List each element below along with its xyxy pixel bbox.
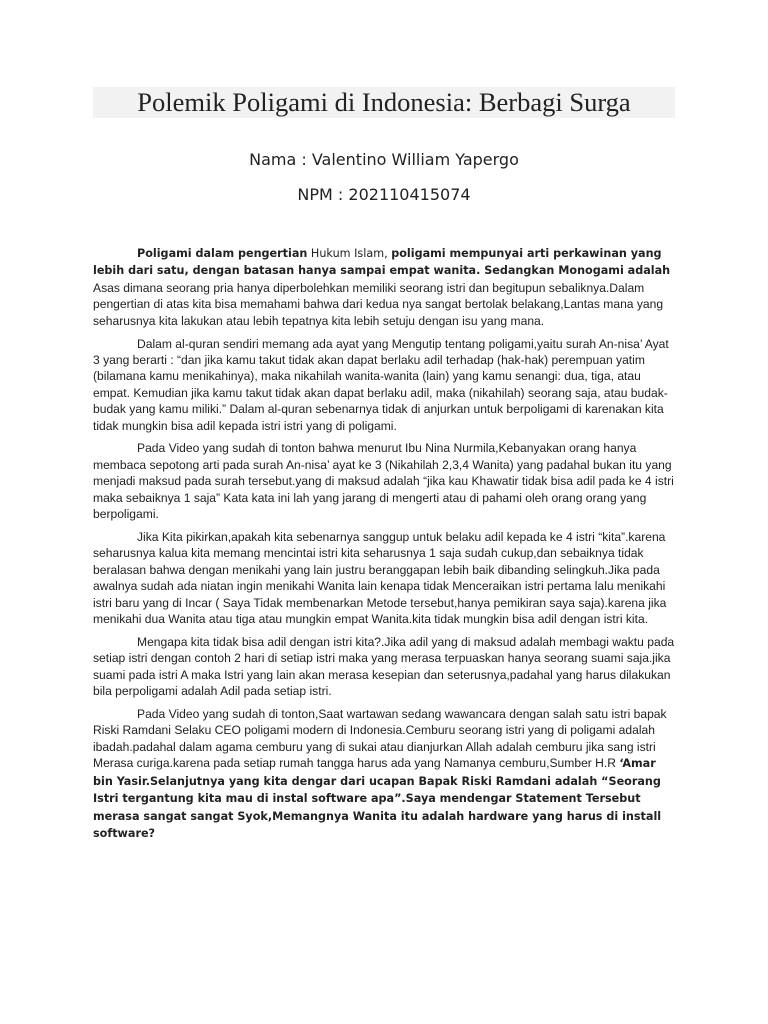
paragraph-text: Asas dimana seorang pria hanya diperbolehkan memiliki seorang istri dan begitupun sebaliknya.Dalam pengertian di atas kita bisa memahami bahwa dari kedua nya sangat bertolak belakang,Lantas mana yang seharusnya kita lakukan atau lebih tepatnya kita lebih setuju dengan isu yang mana. [93,280,664,328]
paragraph-text: Dalam al-quran sendiri memang ada ayat yang Mengutip tentang poligami,yaitu surah An-nisa’ Ayat 3 yang berarti : “dan jika kamu takut tidak akan dapat berlaku adil terhadap (hak-hak) perempuan yatim (bilamana kamu menikahinya), maka nikahilah wanita-wanita (lain) yang kamu senangi: dua, tiga, atau empat. Kemudian jika kamu takut tidak akan dapat berlaku adil, maka (nikahilah) seorang saja, atau budak-budak yang kamu miliki.” Dalam al-quran sebenarnya tidak di anjurkan untuk berpoligami di karenakan kita tidak mungkin bisa adil kepada istri istri yang di poligami. [93,336,669,433]
paragraph-text: Hukum Islam, [307,247,392,260]
paragraph-text: Mengapa kita tidak bisa adil dengan istri kita?.Jika adil yang di maksud adalah membagi waktu pada setiap istri dengan contoh 2 hari di setiap istri maka yang merasa terpuaskan hanya seorang suami saja.jika suami pada istri A maka Istri yang lain akan merasa kesepian dan seterusnya,padahal yang harus dilakukan bila perpoligami adalah Adil pada setiap istri. [93,634,675,699]
body-paragraph [93,634,675,700]
paragraph-text: Pada Video yang sudah di tonton,Saat wartawan sedang wawancara dengan salah satu istri bapak Riski Ramdani Selaku CEO poligami modern di Indonesia.Cemburu seorang istri yang di poligami adalah ibadah.padahal dalam agama cemburu yang di sukai atau dianjurkan Allah adalah cemburu jika sang istri Merasa curiga.karena pada setiap rumah tangga harus ada yang Namanya cemburu,Sumber H.R [93,707,667,771]
body-paragraph [93,440,675,522]
document-body [93,245,675,849]
body-paragraph [93,245,675,329]
paragraph-text: Jika Kita pikirkan,apakah kita sebenarnya sanggup untuk belaku adil kepada ke 4 istri “kita”.karena seharusnya kalua kita memang mencintai istri kita seharusnya 1 saja sudah cukup,dan sebaiknya tidak beralasan bahwa dengan menikahi yang lain justru beranggapan lebih baik dibanding selingkuh.Jika pada awalnya sudah ada niatan ingin menikahi Wanita lain kenapa tidak Menceraikan istri pertama lalu menikahi istri baru yang di Incar ( Saya Tidak membenarkan Metode tersebut,hanya pemikiran saya saja).karena jika menikahi dua Wanita atau tiga atau mungkin empat Wanita.kita tidak mungkin bisa adil dengan istri kita. [93,530,667,627]
body-paragraph [93,529,675,627]
paragraph-text: Poligami dalam pengertian [137,247,308,260]
body-paragraph [93,706,675,842]
body-paragraph [93,336,675,434]
paragraph-text: poligami mempunyai arti perkawinan yang lebih dari satu, dengan batasan hanya sampai empat wanita. Sedangkan Monogami adalah [93,247,671,278]
paragraph-text: Pada Video yang sudah di tonton bahwa menurut Ibu Nina Nurmila,Kebanyakan orang hanya membaca sepotong arti pada surah An-nisa’ ayat ke 3 (Nikahilah 2,3,4 Wanita) yang padahal bukan itu yang menjadi maksud pada surah tersebut.yang di maksud adalah “jika kau Khawatir tidak bisa adil pada ke 4 istri maka sebaiknya 1 saja” Kata kata ini lah yang jarang di mengerti atau di pahami oleh orang orang yang berpoligami. [93,441,674,522]
npm-line: NPM : 202110415074 [297,185,471,204]
author-line: Nama : Valentino William Yapergo [249,150,519,169]
document-title: Polemik Poligami di Indonesia: Berbagi Surga [137,87,631,117]
paragraph-text: ‘Amar bin Yasir.Selanjutnya yang kita dengar dari ucapan Bapak Riski Ramdani adalah “Seorang Istri tergantung kita mau di instal software apa”.Saya mendengar Statement Tersebut merasa sangat sangat Syok,Memangnya Wanita itu adalah hardware yang harus di install software? [93,757,662,840]
